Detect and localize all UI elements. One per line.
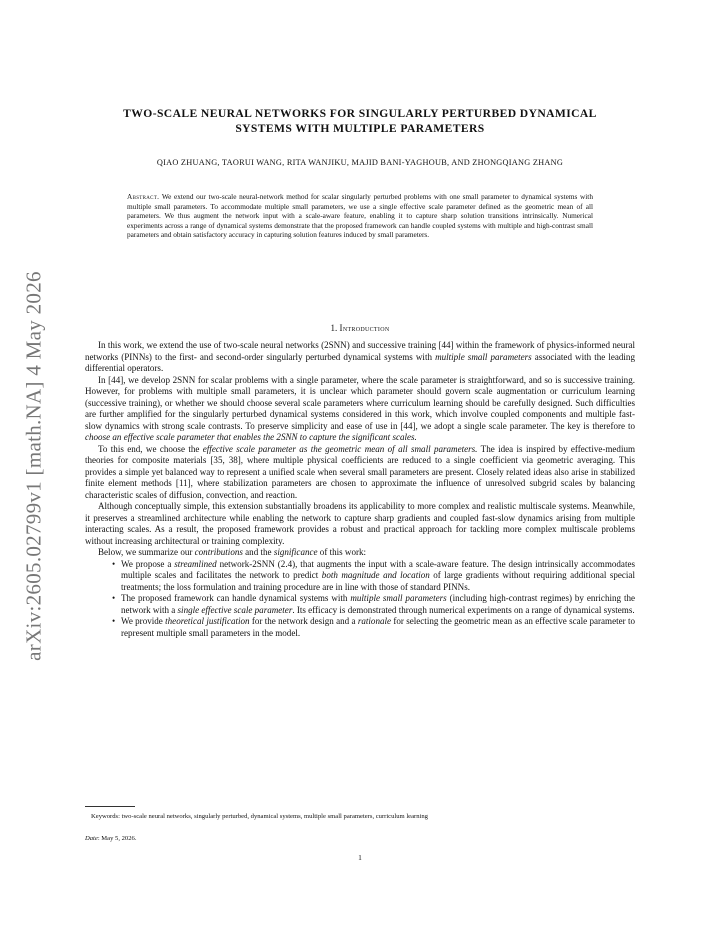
text-run: In [44], we develop 2SNN for scalar problems with a single parameter, where the scale parameter is straightforward, and so is successive training. However, for problems with multiple small parameters, it is unclear which parameter should govern scale augmentation or curriculum learning (successive training), or whether we should choose several scale parameters where curriculum learning should be carefully designed. Such difficulties are further amplified for the singularly perturbed dynamical systems considered in this work, which involve coupled components and multiple fast-slow dynamics with strong scale contrasts. To preserve simplicity and ease of use in [44], we adopt a single scale parameter. The key is therefore to: [85, 374, 635, 431]
paper-title: [85, 106, 635, 136]
footnote-divider: [85, 806, 135, 807]
emphasis: choose an effective scale parameter that enables the 2SNN to capture the significant scales.: [85, 432, 417, 442]
emphasis: theoretical justification: [165, 616, 250, 626]
text-run: The proposed framework can handle dynamical systems with: [121, 593, 351, 603]
paragraph-2: [85, 375, 635, 444]
emphasis: multiple small parameters: [435, 351, 532, 362]
paragraph-5: [85, 547, 635, 559]
emphasis: both magnitude and location: [321, 570, 430, 580]
text-run: The idea is inspired by effective-medium theories for composite materials [35, 38], where multiple physical coefficients are reduced to a single coefficient via geometric averaging. This provides a simple yet balanced way to represent a unified scale when several small parameters are present. Closely related ideas also arise in stabilized finite element methods [11], where stabilization parameters are chosen to approximate the influence of unresolved subgrid scales by balancing characteristic scales of diffusion, convection, and reaction.: [85, 443, 636, 500]
title-line-1: TWO-SCALE NEURAL NETWORKS FOR SINGULARLY PERTURBED DYNAMICAL: [123, 107, 597, 120]
emphasis: effective scale parameter as the geometric mean of all small parameters.: [202, 443, 478, 454]
abstract-text: We extend our two-scale neural-network method for scalar singularly perturbed problems with one small parameter to dynamical systems with multiple small parameters. To accommodate multiple small parameters, we use a single effective scale parameter defined as the geometric mean of all parameters. We thus augment the network input with a scale-aware feature, enabling it to capture sharp solution transitions intrinsically. Numerical experiments across a range of dynamical systems demonstrate that the proposed framework can handle coupled systems with multiple and high-contrast small parameters and obtain satisfactory accuracy in capturing solution features induced by small parameters.: [127, 192, 593, 239]
bullet-icon: •: [112, 593, 116, 603]
text-run: We propose a: [121, 558, 175, 569]
date-footnote: [85, 834, 635, 843]
text-run: Below, we summarize our: [98, 547, 195, 557]
section-number: 1.: [330, 323, 338, 333]
title-line-2: SYSTEMS WITH MULTIPLE PARAMETERS: [235, 122, 485, 135]
bullet-icon: •: [112, 558, 116, 569]
text-run: for the network design and a: [249, 616, 358, 626]
list-item: [85, 559, 635, 594]
text-run: (including high-contrast regimes) by enriching the network with a: [121, 593, 635, 615]
emphasis: streamlined: [174, 558, 217, 569]
abstract: [127, 192, 593, 240]
emphasis: multiple small parameters: [350, 593, 447, 603]
date-label: Date: [85, 835, 98, 842]
list-item: [85, 616, 635, 639]
text-run: . Its efficacy is demonstrated through numerical experiments on a range of dynamical systems.: [292, 604, 635, 615]
emphasis: rationale: [357, 616, 392, 626]
date-value: : May 5, 2026.: [97, 835, 137, 842]
text-run: of large gradients without requiring additional special treatments; the loss formulation and training procedure are in line with those of standard PINNs.: [121, 570, 635, 592]
text-run: of this work:: [317, 547, 367, 557]
emphasis: contributions: [194, 547, 243, 557]
text-run: We provide: [121, 616, 166, 626]
contributions-list: [85, 559, 635, 640]
arxiv-identifier[interactable]: arXiv:2605.02799v1 [math.NA] 4 May 2026: [21, 271, 46, 661]
page-number: 1: [358, 853, 362, 862]
emphasis: significance: [273, 547, 318, 557]
text-run: To this end, we choose the: [98, 443, 203, 454]
bullet-icon: •: [112, 616, 116, 626]
section-heading-introduction: [85, 323, 635, 333]
text-run: network-2SNN (2.4), that augments the input with a scale-aware feature. The design intrinsically accommodates multiple scales and facilitates the network to predict: [121, 558, 635, 580]
text-run: In this work, we extend the use of two-scale neural networks (2SNN) and successive training [44] within the framework of physics-informed neural networks (PINNs) to the first- and second-order singularly perturbed dynamical systems with: [85, 340, 635, 362]
keywords-footnote: Keywords: two-scale neural networks, singularly perturbed, dynamical systems, multiple small parameters, curriculum learning: [91, 813, 428, 820]
text-run: and the: [242, 547, 274, 557]
paragraph-4: Although conceptually simple, this extension substantially broadens its applicability to more complex and realistic multiscale systems. Meanwhile, it preserves a streamlined architecture while enabling the network to capture sharp gradients and coupled fast-slow dynamics arising from multiple interacting scales. As a result, the proposed framework provides a robust and practical approach for tackling more complex multiscale problems without increasing architectural or training complexity.: [85, 501, 635, 546]
text-run: for selecting the geometric mean as an effective scale parameter to represent multiple small parameters in the model.: [121, 616, 636, 638]
paragraph-3: [85, 444, 635, 502]
author-list: QIAO ZHUANG, TAORUI WANG, RITA WANJIKU, MAJID BANI-YAGHOUB, AND ZHONGQIANG ZHANG: [156, 158, 564, 167]
introduction-body: [85, 340, 635, 639]
text-run: associated with the leading differential operators.: [85, 351, 635, 373]
paragraph-1: [85, 340, 635, 375]
list-item: [85, 593, 635, 616]
emphasis: single effective scale parameter: [177, 604, 293, 615]
section-title: Introduction: [339, 323, 390, 333]
abstract-heading: Abstract.: [127, 192, 160, 201]
